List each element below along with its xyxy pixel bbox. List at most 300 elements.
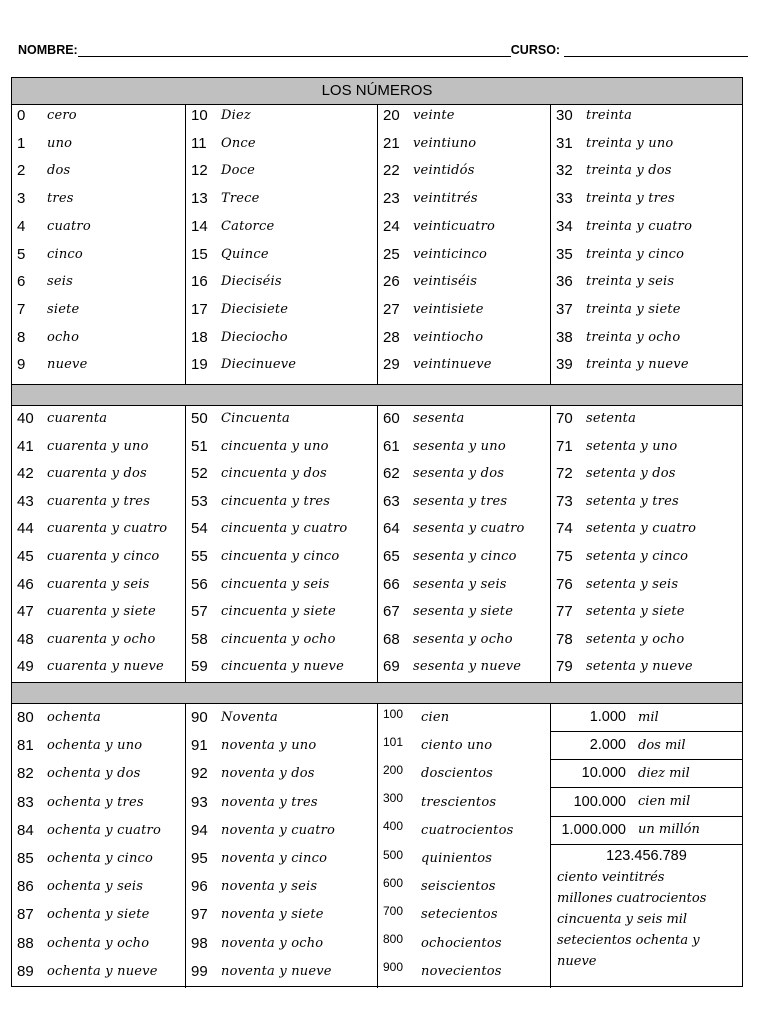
list-item [186, 817, 377, 844]
number-digit: 35 [556, 245, 573, 263]
number-word: ochenta y tres [47, 794, 144, 810]
number-digit: 83 [17, 793, 34, 811]
number-digit: 13 [191, 190, 208, 208]
list-item [12, 268, 185, 295]
list-item [378, 789, 550, 816]
number-digit: 30 [556, 107, 573, 124]
list-item [186, 433, 377, 460]
number-word: cien mil [638, 794, 691, 810]
number-word: cero [47, 108, 77, 123]
number-digit: 8 [17, 328, 26, 346]
number-digit: 36 [556, 273, 573, 291]
number-digit: 6 [17, 273, 26, 291]
list-item [378, 241, 550, 268]
number-digit: 64 [383, 520, 400, 538]
separator [12, 384, 742, 406]
number-digit: 23 [383, 190, 400, 208]
list-item [12, 543, 185, 570]
table-title: LOS NÚMEROS [12, 78, 742, 105]
number-word: mil [638, 709, 659, 725]
block-80-900 [12, 703, 742, 988]
number-word: Trece [221, 191, 260, 207]
number-word: sesenta [413, 411, 465, 426]
number-digit: 10.000 [581, 765, 626, 782]
number-digit: 92 [191, 765, 208, 783]
number-digit: 75 [556, 548, 573, 565]
list-item [378, 958, 550, 985]
list-item [12, 789, 185, 816]
number-word: Diecinueve [221, 357, 297, 373]
number-word: noventa y dos [221, 766, 315, 782]
number-digit: 12 [191, 162, 208, 180]
list-item [551, 731, 742, 760]
list-item [12, 130, 185, 157]
number-digit: 49 [17, 658, 34, 676]
number-word: treinta y dos [586, 163, 672, 179]
list-item [12, 626, 185, 653]
list-item [378, 488, 550, 515]
number-word: cincuenta y nueve [221, 659, 344, 675]
list-item [378, 102, 550, 129]
number-digit: 43 [17, 492, 34, 510]
number-digit: 2.000 [589, 737, 626, 754]
table-column [378, 405, 551, 683]
number-digit: 57 [191, 603, 208, 621]
number-word: veintisiete [413, 301, 484, 317]
number-digit: 80 [17, 709, 34, 726]
number-word: sesenta y seis [413, 576, 507, 592]
list-item [186, 543, 377, 570]
number-word: ciento uno [421, 738, 493, 754]
number-digit: 7 [17, 300, 26, 318]
list-item [551, 816, 742, 845]
number-digit: 101 [383, 734, 404, 749]
list-item [186, 873, 377, 900]
number-word: cinco [47, 246, 83, 262]
list-item [186, 351, 377, 378]
list-item [12, 704, 185, 731]
number-word: ochenta y uno [47, 738, 143, 754]
number-word: Noventa [221, 710, 278, 725]
number-word: noventa y nueve [221, 963, 332, 979]
number-digit: 18 [191, 328, 208, 346]
list-item [378, 351, 550, 378]
list-item [186, 626, 377, 653]
number-digit: 62 [383, 465, 400, 483]
number-word: Dieciocho [221, 329, 288, 345]
number-digit: 41 [17, 437, 34, 455]
number-word: un millón [638, 822, 700, 838]
number-word: sesenta y uno [413, 438, 506, 454]
number-digit: 84 [17, 821, 34, 839]
number-digit: 76 [556, 575, 573, 593]
number-word: ochenta y ocho [47, 935, 150, 951]
number-digit: 87 [17, 906, 34, 924]
list-item [12, 185, 185, 212]
big-number-word-line: nueve [557, 954, 597, 969]
number-digit: 16 [191, 273, 208, 291]
number-word: sesenta y dos [413, 466, 505, 482]
list-item [12, 241, 185, 268]
number-digit: 89 [17, 962, 34, 980]
list-item [551, 571, 742, 598]
number-digit: 300 [383, 791, 404, 806]
number-word: Dieciséis [221, 274, 282, 290]
number-digit: 67 [383, 603, 400, 621]
list-item [186, 324, 377, 351]
list-item [186, 704, 377, 731]
list-item [12, 433, 185, 460]
list-item [551, 351, 742, 378]
number-digit: 86 [17, 878, 34, 896]
number-digit: 85 [17, 850, 34, 867]
list-item [378, 817, 550, 844]
list-item [12, 571, 185, 598]
number-word: Quince [221, 246, 269, 262]
list-item [551, 488, 742, 515]
list-item [378, 598, 550, 625]
number-digit: 53 [191, 492, 208, 510]
list-item [551, 102, 742, 129]
number-digit: 25 [383, 245, 400, 263]
number-word: veinte [413, 108, 455, 123]
number-word: setenta y seis [586, 576, 679, 592]
number-word: setenta y tres [586, 493, 679, 509]
list-item [378, 732, 550, 759]
number-word: treinta y tres [586, 191, 675, 207]
list-item [378, 268, 550, 295]
number-word: trescientos [421, 794, 497, 810]
list-item [551, 543, 742, 570]
number-digit: 54 [191, 520, 208, 538]
number-digit: 66 [383, 575, 400, 593]
number-digit: 52 [191, 465, 208, 483]
number-digit: 34 [556, 217, 573, 235]
list-item [378, 930, 550, 957]
number-digit: 10 [191, 107, 208, 124]
number-word: ochenta y dos [47, 766, 141, 782]
number-digit: 40 [17, 410, 34, 427]
number-digit: 65 [383, 548, 400, 565]
number-digit: 11 [191, 134, 207, 152]
number-digit: 1.000 [589, 709, 626, 725]
list-item [551, 130, 742, 157]
number-digit: 63 [383, 492, 400, 510]
list-item [12, 817, 185, 844]
number-word: nueve [47, 357, 88, 373]
number-digit: 45 [17, 548, 34, 565]
big-number-words [557, 867, 736, 972]
number-word: Doce [221, 163, 256, 179]
number-digit: 9 [17, 356, 26, 374]
list-item [378, 213, 550, 240]
list-item [378, 704, 550, 731]
number-digit: 58 [191, 630, 208, 648]
number-digit: 28 [383, 328, 400, 346]
list-item [12, 351, 185, 378]
number-word: cuarenta y tres [47, 493, 151, 509]
number-digit: 20 [383, 107, 400, 124]
list-item [186, 185, 377, 212]
number-word: cincuenta y cinco [221, 549, 340, 564]
list-item [551, 515, 742, 542]
list-item [551, 268, 742, 295]
list-item [12, 901, 185, 928]
number-word: ochenta y cuatro [47, 822, 161, 838]
table-column [12, 105, 186, 385]
number-digit: 48 [17, 630, 34, 648]
list-item [378, 760, 550, 787]
table-column [186, 105, 378, 385]
number-digit: 44 [17, 520, 34, 538]
number-word: setenta y cinco [586, 549, 689, 564]
number-digit: 61 [383, 437, 400, 455]
table-column [186, 703, 378, 988]
number-word: treinta y ocho [586, 329, 681, 345]
number-word: seis [47, 274, 73, 290]
number-word: treinta y nueve [586, 357, 689, 373]
table-column [378, 703, 551, 988]
list-item [186, 460, 377, 487]
number-digit: 22 [383, 162, 400, 180]
number-word: cuarenta [47, 411, 108, 426]
block-40-79 [12, 405, 742, 683]
curso-field[interactable] [564, 42, 748, 57]
number-digit: 68 [383, 630, 400, 648]
number-word: ochenta [47, 710, 101, 725]
number-word: veinticinco [413, 246, 488, 262]
number-word: treinta y cuatro [586, 218, 693, 234]
number-digit: 3 [17, 190, 26, 208]
list-item [186, 958, 377, 985]
number-digit: 95 [191, 850, 208, 867]
number-word: cincuenta y ocho [221, 631, 336, 647]
big-number-word-line: ciento veintitrés [557, 870, 665, 885]
list-item [551, 324, 742, 351]
number-digit: 56 [191, 575, 208, 593]
number-digit: 71 [556, 437, 573, 455]
curso-label: CURSO: [510, 43, 561, 57]
number-word: cincuenta y seis [221, 576, 330, 592]
number-digit: 400 [383, 819, 404, 834]
table-column [12, 405, 186, 683]
number-word: cuatro [47, 218, 91, 234]
number-word: tres [47, 191, 74, 207]
number-digit: 82 [17, 765, 34, 783]
list-item [378, 405, 550, 432]
number-digit: 51 [191, 437, 208, 455]
block-0-39 [12, 105, 742, 385]
list-item [551, 626, 742, 653]
list-item [12, 102, 185, 129]
number-digit: 96 [191, 878, 208, 896]
number-digit: 2 [17, 162, 26, 180]
number-digit: 73 [556, 492, 573, 510]
number-digit: 94 [191, 821, 208, 839]
list-item [551, 598, 742, 625]
number-word: cuarenta y cuatro [47, 521, 168, 537]
number-digit: 0 [17, 107, 26, 124]
number-digit: 42 [17, 465, 34, 483]
number-digit: 1 [17, 134, 26, 152]
number-word: veintidós [413, 163, 475, 179]
number-digit: 1.000.000 [561, 821, 626, 838]
big-number-word-line: cincuenta y seis mil [557, 912, 688, 927]
nombre-field[interactable] [78, 42, 511, 57]
number-word: setenta y dos [586, 466, 676, 482]
number-digit: 70 [556, 410, 573, 427]
list-item [378, 130, 550, 157]
header [18, 42, 748, 57]
number-digit: 24 [383, 217, 400, 235]
list-item [551, 296, 742, 323]
number-digit: 4 [17, 217, 26, 235]
list-item [12, 598, 185, 625]
list-item [12, 460, 185, 487]
number-digit: 90 [191, 709, 208, 726]
number-word: setenta [586, 411, 637, 426]
number-digit: 97 [191, 906, 208, 924]
big-number-word-line: setecientos ochenta y [557, 933, 700, 948]
number-digit: 93 [191, 793, 208, 811]
list-item [551, 703, 742, 732]
table-column [12, 703, 186, 988]
list-item [186, 789, 377, 816]
list-item [186, 930, 377, 957]
list-item [378, 543, 550, 570]
list-item [378, 515, 550, 542]
list-item [12, 324, 185, 351]
number-word: veintiuno [413, 135, 477, 151]
list-item [186, 488, 377, 515]
number-word: noventa y seis [221, 879, 318, 895]
list-item [12, 296, 185, 323]
list-item [186, 732, 377, 759]
number-word: cuarenta y siete [47, 604, 156, 620]
number-digit: 72 [556, 465, 573, 483]
number-word: ochocientos [421, 935, 502, 951]
list-item [378, 845, 550, 872]
list-item [186, 268, 377, 295]
number-word: cuatrocientos [421, 822, 514, 838]
list-item [186, 102, 377, 129]
number-word: noventa y cuatro [221, 822, 336, 838]
number-digit: 26 [383, 273, 400, 291]
list-item [12, 653, 185, 680]
list-item [12, 488, 185, 515]
number-digit: 600 [383, 875, 404, 890]
list-item [186, 157, 377, 184]
nombre-label: NOMBRE: [18, 43, 78, 57]
list-item [378, 571, 550, 598]
number-word: setecientos [421, 907, 498, 923]
number-word: diez mil [638, 765, 690, 781]
list-item [186, 845, 377, 872]
table-column [551, 405, 742, 683]
list-item [378, 185, 550, 212]
number-word: cincuenta y uno [221, 438, 329, 454]
number-word: noventa y ocho [221, 935, 324, 951]
number-word: setenta y cuatro [586, 521, 697, 537]
number-word: setenta y nueve [586, 659, 693, 675]
number-word: ochenta y seis [47, 879, 144, 895]
number-digit: 900 [383, 960, 404, 975]
separator [12, 682, 742, 704]
number-digit: 100.000 [573, 793, 626, 810]
number-digit: 32 [556, 162, 573, 180]
number-digit: 38 [556, 328, 573, 346]
number-word: cuarenta y dos [47, 466, 147, 482]
number-digit: 88 [17, 934, 34, 952]
number-word: cincuenta y tres [221, 493, 331, 509]
number-digit: 79 [556, 658, 573, 676]
number-word: sesenta y ocho [413, 631, 513, 647]
number-word: veintiocho [413, 329, 484, 345]
number-word: siete [47, 301, 80, 317]
number-digit: 69 [383, 658, 400, 676]
number-word: dos [47, 163, 71, 179]
number-word: treinta [586, 108, 633, 123]
list-item [186, 515, 377, 542]
list-item [378, 157, 550, 184]
number-word: noventa y siete [221, 907, 324, 923]
number-digit: 31 [556, 134, 573, 152]
number-word: seiscientos [421, 879, 496, 895]
number-digit: 14 [191, 217, 208, 235]
number-digit: 21 [383, 134, 400, 152]
list-item [186, 405, 377, 432]
list-item [186, 130, 377, 157]
list-item [551, 653, 742, 680]
list-item [12, 732, 185, 759]
list-item [12, 405, 185, 432]
list-item [378, 873, 550, 900]
number-word: Catorce [221, 218, 275, 234]
number-digit: 55 [191, 548, 208, 565]
number-digit: 46 [17, 575, 34, 593]
table-column [551, 703, 742, 988]
table-column [186, 405, 378, 683]
number-word: Cincuenta [221, 411, 290, 426]
number-digit: 15 [191, 245, 208, 263]
number-digit: 100 [383, 706, 404, 721]
list-item [12, 958, 185, 985]
number-word: sesenta y nueve [413, 659, 522, 675]
number-word: cincuenta y cuatro [221, 521, 348, 537]
list-item [186, 653, 377, 680]
list-item [12, 157, 185, 184]
number-word: sesenta y cuatro [413, 521, 525, 537]
number-digit: 33 [556, 190, 573, 208]
number-digit: 500 [383, 847, 404, 862]
number-word: novecientos [421, 963, 502, 979]
list-item [12, 873, 185, 900]
list-item [12, 930, 185, 957]
list-item [551, 759, 742, 788]
number-digit: 77 [556, 603, 573, 621]
number-word: noventa y uno [221, 738, 317, 754]
number-digit: 17 [191, 300, 208, 318]
number-digit: 59 [191, 658, 208, 676]
number-word: setenta y siete [586, 604, 685, 620]
number-digit: 800 [383, 932, 404, 947]
table-column [378, 105, 551, 385]
list-item [378, 324, 550, 351]
number-digit: 60 [383, 410, 400, 427]
number-word: treinta y cinco [586, 246, 685, 262]
number-word: quinientos [421, 851, 493, 866]
number-word: cuarenta y nueve [47, 659, 164, 675]
